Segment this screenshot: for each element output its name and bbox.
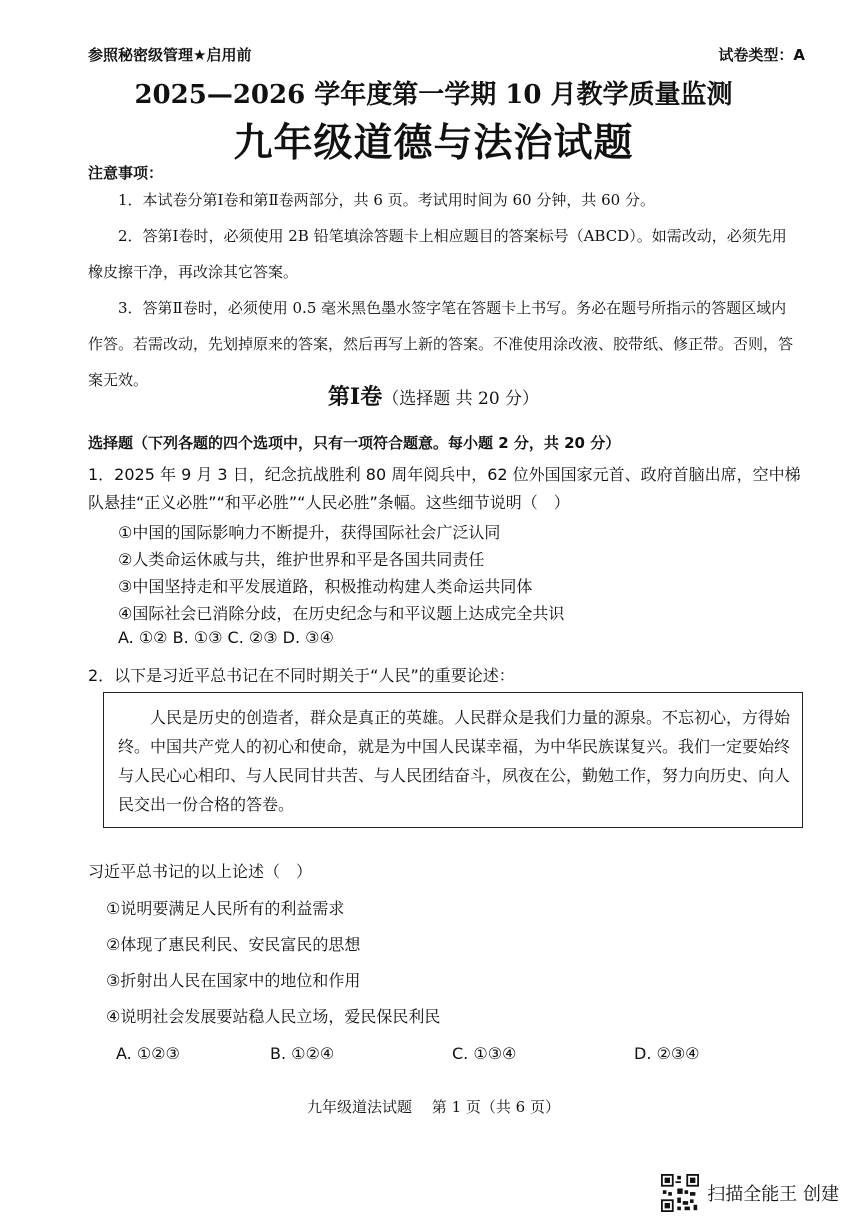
q2-statement-2: ②体现了惠民利民、安民富民的思想 — [106, 935, 361, 954]
question-1-stem: 1．2025 年 9 月 3 日，纪念抗战胜利 80 周年阅兵中，62 位外国国家元首、政府首脑出席，空中梯队悬挂“正义必胜”“和平必胜”“人民必胜”条幅。这些细节说明（ ） — [88, 465, 801, 512]
q2-choice-d: D. ②③④ — [634, 1044, 700, 1063]
q1-statement-4: ④国际社会已消除分歧，在历史纪念与和平议题上达成完全共识 — [118, 604, 565, 623]
note-item-1: 1．本试卷分第Ⅰ卷和第Ⅱ卷两部分，共 6 页。考试用时间为 60 分钟，共 60 分。 — [118, 191, 655, 209]
scanner-watermark-text: 扫描全能王 创建 — [707, 1184, 839, 1205]
notes-heading: 注意事项： — [88, 164, 164, 182]
scanner-watermark — [661, 1174, 839, 1212]
q1-statement-2: ②人类命运休戚与共，维护世界和平是各国共同责任 — [118, 550, 485, 569]
q2-statement-3: ③折射出人民在国家中的地位和作用 — [106, 971, 361, 990]
section-title — [0, 380, 867, 411]
section-subtitle: （选择题 共 20 分） — [382, 389, 540, 409]
paper-type-label: 试卷类型：A — [718, 46, 805, 64]
section-instruction: 选择题（下列各题的四个选项中，只有一项符合题意。每小题 2 分，共 20 分） — [88, 434, 621, 452]
exam-title: 2025—2026 学年度第一学期 10 月教学质量监测 — [134, 80, 733, 110]
q2-choice-a: A. ①②③ — [116, 1044, 180, 1063]
quote-box — [103, 692, 803, 828]
question-2-prompt: 习近平总书记的以上论述（ ） — [88, 862, 313, 881]
note-item-3: 3．答第Ⅱ卷时，必须使用 0.5 毫米黑色墨水签字笔在答题卡上书写。务必在题号所指示的答题区域内作答。若需改动，先划掉原来的答案，然后再写上新的答案。不准使用涂改液、胶带纸、修正带。否则，答案无效。 — [88, 299, 794, 389]
page-footer: 九年级道法试题 第 1 页（共 6 页） — [307, 1098, 560, 1116]
q1-statement-3: ③中国坚持走和平发展道路，积极推动构建人类命运共同体 — [118, 577, 533, 596]
quote-text: 人民是历史的创造者，群众是真正的英雄。人民群众是我们力量的源泉。不忘初心，方得始终。中国共产党人的初心和使命，就是为中国人民谋幸福，为中华民族谋复兴。我们一定要始终与人民心心相印、与人民同甘共苦、与人民团结奋斗，夙夜在公，勤勉工作，努力向历史、向人民交出一份合格的答卷。 — [118, 708, 791, 814]
q2-statement-1: ①说明要满足人民所有的利益需求 — [106, 899, 345, 918]
q2-statement-4: ④说明社会发展要站稳人民立场，爱民保民利民 — [106, 1007, 441, 1026]
note-item-2: 2．答第Ⅰ卷时，必须使用 2B 铅笔填涂答题卡上相应题目的答案标号（ABCD）。如需改动，必须先用橡皮擦干净，再改涂其它答案。 — [88, 227, 787, 281]
qr-code-icon — [661, 1174, 699, 1212]
q2-choice-b: B. ①②④ — [270, 1044, 335, 1063]
subject-title: 九年级道德与法治试题 — [233, 120, 634, 166]
q1-choices: A. ①② B. ①③ C. ②③ D. ③④ — [118, 628, 334, 647]
q1-statement-1: ①中国的国际影响力不断提升，获得国际社会广泛认同 — [118, 523, 501, 542]
q2-choice-c: C. ①③④ — [452, 1044, 517, 1063]
question-2-stem: 2．以下是习近平总书记在不同时期关于“人民”的重要论述： — [88, 666, 515, 685]
section-title-main: 第Ⅰ卷 — [327, 384, 383, 410]
confidentiality-label: 参照秘密级管理★启用前 — [88, 46, 252, 64]
